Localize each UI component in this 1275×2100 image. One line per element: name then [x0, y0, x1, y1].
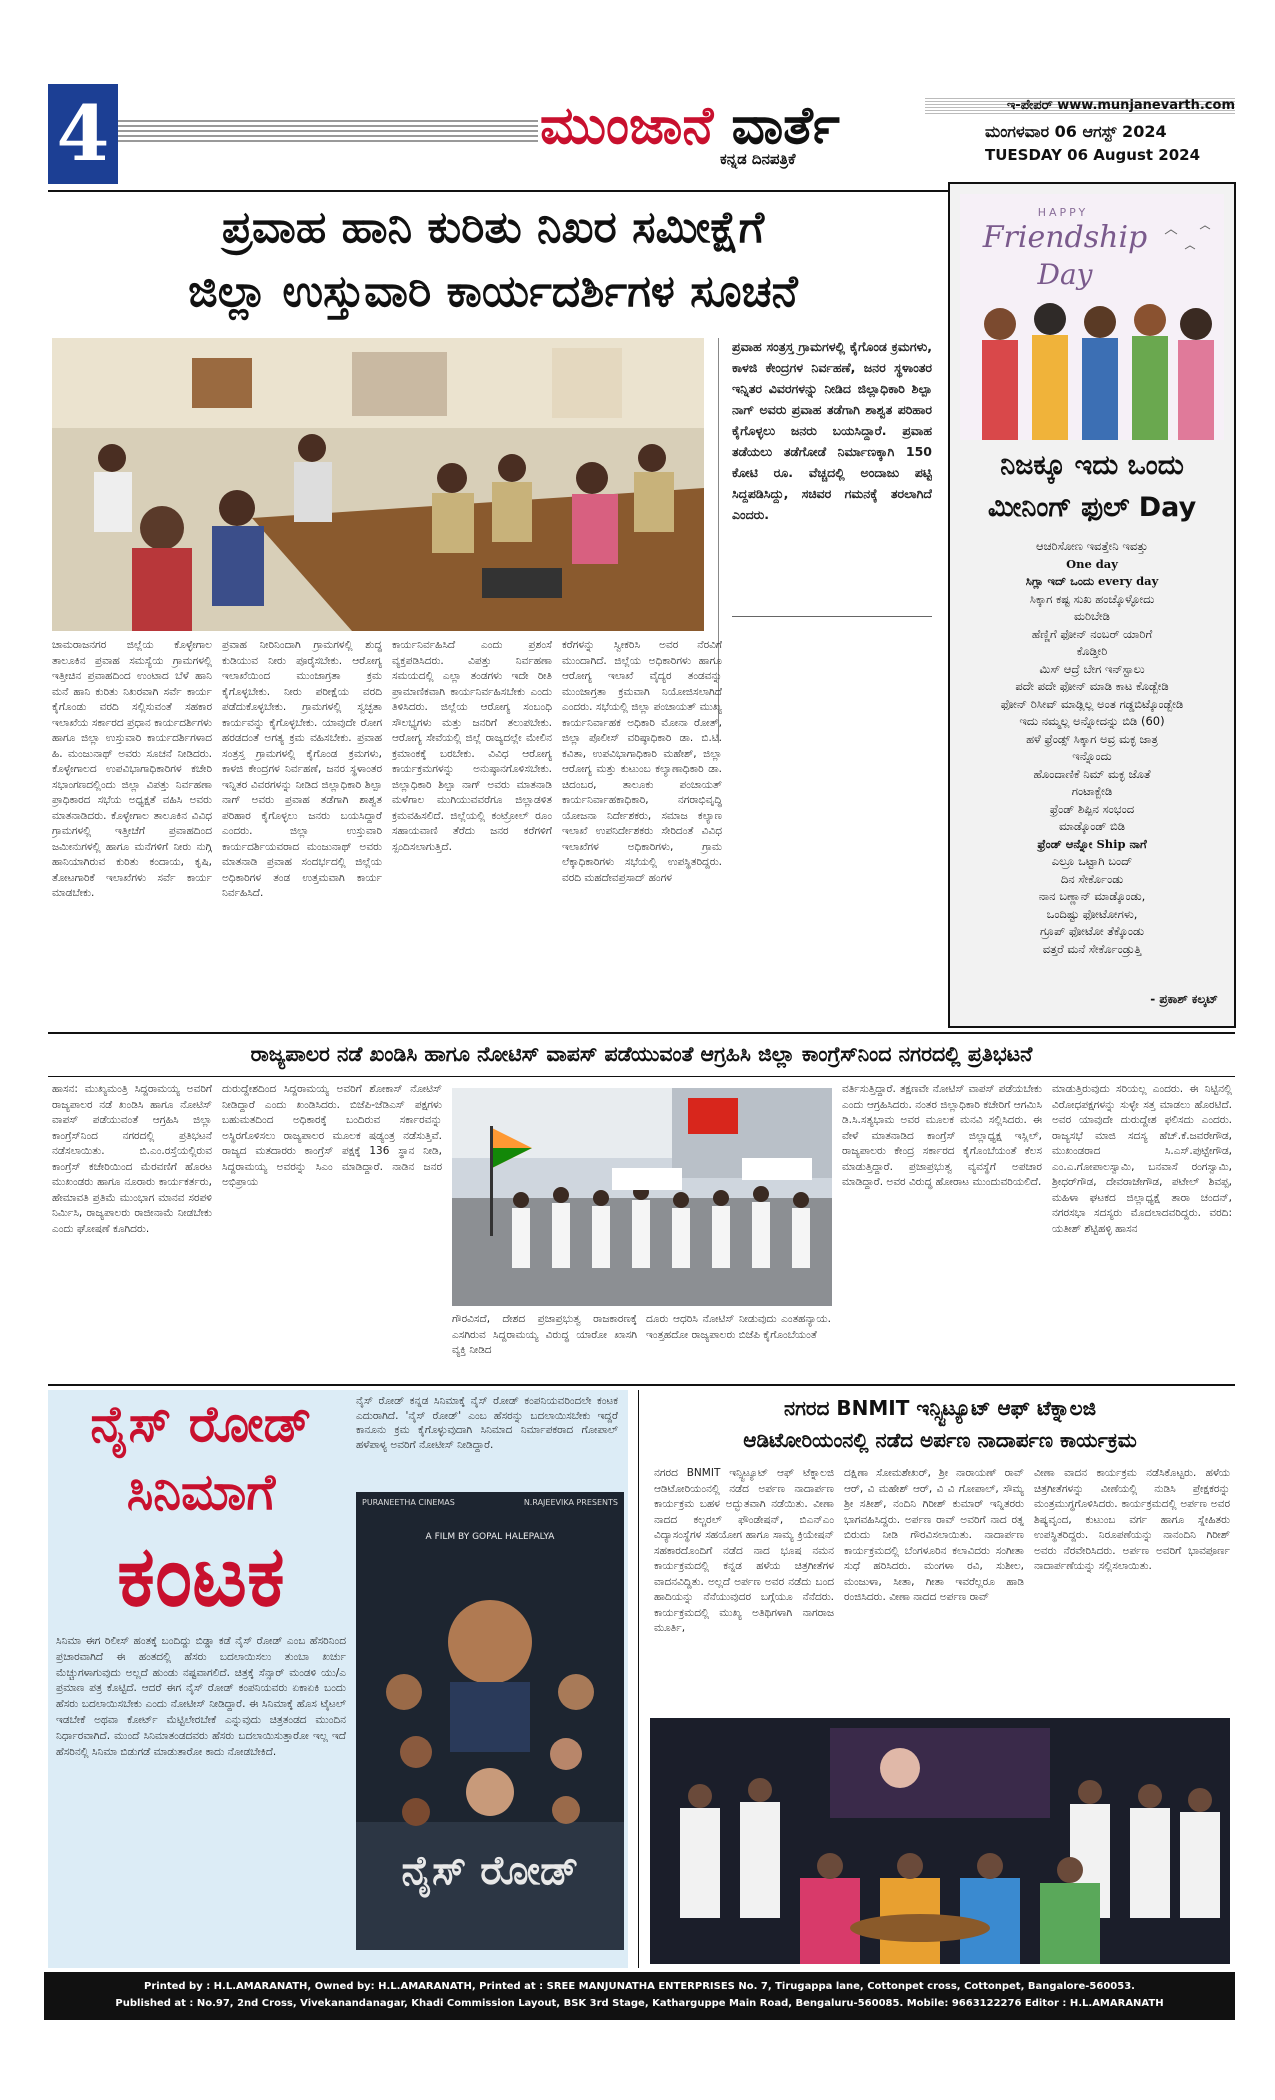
poem-line: ಮಿಸ್ ಆದ್ರೆ ಬೇಗ ಇನ್‌ಸ್ಟಾಲು [1039, 661, 1145, 676]
lead-col4: ಕರೆಗಳನ್ನು ಸ್ವೀಕರಿಸಿ ಅವರ ನೆರವಿಗೆ ಮುಂದಾಗಿದೆ. ಜಿಲ್ಲೆಯ ಅಧಿಕಾರಿಗಳು ಹಾಗೂ ಆರೋಗ್ಯ ಇಲಾಖೆ ವೈದ್ಯರ ತಂಡವನ್ನು ಮುಂಜಾಗ್ರತಾ ಕ್ರಮವಾಗಿ ನಿಯೋಜಿಸಲಾಗಿದೆ ಎಂದರು. ಸಭೆಯಲ್ಲಿ ಜಿಲ್ಲಾ ಪಂಚಾಯತ್ ಮುಖ್ಯ ಕಾರ್ಯನಿರ್ವಾಹಕ ಅಧಿಕಾರಿ ಮೋನಾ ರೋತ್, ಜಿಲ್ಲಾ ಪೊಲೀಸ್ ವರಿಷ್ಠಾಧಿಕಾರಿ ಡಾ. ಬಿ.ಟಿ. ಕವಿತಾ, ಉಪವಿಭಾಗಾಧಿಕಾರಿ ಮಹೇಶ್, ಜಿಲ್ಲಾ ಆರೋಗ್ಯ ಮತ್ತು ಕುಟುಂಬ ಕಲ್ಯಾಣಾಧಿಕಾರಿ ಡಾ. ಚಿದಂಬರ, ತಾಲೂಕು ಪಂಚಾಯತ್ ಕಾರ್ಯನಿರ್ವಾಹಕಾಧಿಕಾರಿ, ನಗರಾಭಿವೃದ್ಧಿ ಯೋಜನಾ ನಿರ್ದೇಶಕರು, ಸಮಾಜ ಕಲ್ಯಾಣ ಇಲಾಖೆ ಉಪನಿರ್ದೇಶಕರು ಸೇರಿದಂತೆ ವಿವಿಧ ಇಲಾಖೆಗಳ ಅಧಿಕಾರಿಗಳು, ಗ್ರಾಮ ಲೆಕ್ಕಾಧಿಕಾರಿಗಳು ಸಭೆಯಲ್ಲಿ ಉಪಸ್ಥಿತರಿದ್ದರು. ವರದಿ ಮಹದೇವಪ್ರಸಾದ್ ಹಂಗಳ [562, 639, 722, 884]
poem-line: ಸಿಗ್ಲಾ ಇದ್ ಒಂದು every day [1025, 574, 1159, 588]
bnmit-headline-line2: ಆಡಿಟೋರಿಯಂನಲ್ಲಿ ನಡೆದ ಅರ್ಪಣ ನಾದಾರ್ಪಣ ಕಾರ್ಯಕ್ರಮ [743, 1428, 1137, 1452]
poem-line: ದಿನ ಸೇರ್ಕೊಂಡು [1060, 871, 1124, 886]
lead-intro: ಪ್ರವಾಹ ಸಂತ್ರಸ್ತ ಗ್ರಾಮಗಳಲ್ಲಿ ಕೈಗೊಂಡ ಕ್ರಮಗಳು, ಕಾಳಜಿ ಕೇಂದ್ರಗಳ ನಿರ್ವಹಣೆ, ಜನರ ಸ್ಥಳಾಂತರ ಇನ್ನಿತರ ವಿವರಗಳನ್ನು ನೀಡಿದ ಜಿಲ್ಲಾಧಿಕಾರಿ ಶಿಲ್ಪಾ ನಾಗ್ ಅವರು ಪ್ರವಾಹ ತಡೆಗಾಗಿ ಶಾಶ್ವತ ಪರಿಹಾರ ಕೈಗೊಳ್ಳಲು ಜನರು ಬಯಸಿದ್ದಾರೆ. ಪ್ರವಾಹ ತಡೆಯಲು ತಡೆಗೋಡೆ ನಿರ್ಮಾಣಕ್ಕಾಗಿ 150 ಕೋಟಿ ರೂ. ವೆಚ್ಚದಲ್ಲಿ ಅಂದಾಜು ಪಟ್ಟಿ ಸಿದ್ದಪಡಿಸಿದ್ದು, ಸಚಿವರ ಗಮನಕ್ಕೆ ತರಲಾಗಿದೆ ಎಂದರು. [732, 339, 932, 522]
friendship-poem [960, 538, 1224, 978]
lead-headline-line1: ಪ್ರವಾಹ ಹಾನಿ ಕುರಿತು ನಿಖರ ಸಮೀಕ್ಷೆಗೆ [221, 202, 765, 253]
friendship-banner-happy: HAPPY [1037, 206, 1089, 219]
poem-line: ಇನ್ನೊಂದು [1072, 749, 1112, 763]
protest-col4: ದೂರು ಆಧರಿಸಿ ನೋಟಿಸ್ ನೀಡುವುದು ಎಂತಹನ್ಯಾಯ. ಇಂತ್ತಹದೋ ರಾಜ್ಯಪಾಲರು ಬಿಜೆಪಿ ಕೈಗೊಂಬೆಯಂತೆ [646, 1313, 831, 1341]
friendship-banner-day: Day [1037, 258, 1093, 291]
friendship-headline-line2: ಮೀನಿಂಗ್ ಫುಲ್ Day [987, 492, 1197, 523]
date-english: TUESDAY 06 August 2024 [985, 146, 1201, 164]
movie-poster [356, 1492, 624, 1950]
friendship-banner-title: Friendship [982, 220, 1148, 255]
lead-col1: ಚಾಮರಾಜನಗರ ಜಿಲ್ಲೆಯ ಕೊಳ್ಳೇಗಾಲ ತಾಲೂಕಿನ ಪ್ರವಾಹ ಸಮಸ್ಯೆಯ ಗ್ರಾಮಗಳಲ್ಲಿ ಇತ್ತೀಚಿನ ಪ್ರವಾಹದಿಂದ ಉಂಟಾದ ಬೆಳೆ ಹಾನಿ ಮನೆ ಹಾನಿ ಕುರಿತು ನಿಖರವಾಗಿ ಸರ್ವೆ ಕಾರ್ಯ ಕೈಗೊಂಡು ವರದಿ ಸಲ್ಲಿಸುವಂತೆ ಸಹಕಾರ ಇಲಾಖೆಯ ಸರ್ಕಾರದ ಪ್ರಧಾನ ಕಾರ್ಯದರ್ಶಿಗಳು ಹಾಗೂ ಜಿಲ್ಲಾ ಉಸ್ತುವಾರಿ ಕಾರ್ಯದರ್ಶಿಗಳಾದ ಹಿ. ಮಂಜುನಾಥ್ ಅವರು ಸೂಚನೆ ನೀಡಿದರು. ಕೊಳ್ಳೇಗಾಲದ ಉಪವಿಭಾಗಾಧಿಕಾರಿಗಳ ಕಚೇರಿ ಸಭಾಂಗಣದಲ್ಲಿಂದು ಜಿಲ್ಲಾ ವಿಪತ್ತು ನಿರ್ವಹಣಾ ಪ್ರಾಧಿಕಾರದ ಸಭೆಯ ಅಧ್ಯಕ್ಷತೆ ವಹಿಸಿ ಅವರು ಮಾತನಾಡಿದರು. ಕೊಳ್ಳೇಗಾಲ ತಾಲೂಕಿನ ವಿವಿಧ ಗ್ರಾಮಗಳಲ್ಲಿ ಇತ್ತೀಚೆಗೆ ಪ್ರವಾಹದಿಂದ ಜಮೀನುಗಳಲ್ಲಿ ಹಾಗೂ ಮನೆಗಳಿಗೆ ನೀರು ನುಗ್ಗಿ ಹಾನಿಯಾಗಿರುವ ಕುರಿತು ಕಂದಾಯ, ಕೃಷಿ, ತೋಟಗಾರಿಕೆ ಇಲಾಖೆಗಳು ಸರ್ವೆ ಕಾರ್ಯ ಮಾಡಬೇಕು. [52, 639, 212, 899]
protest-col6: ಮಾಡುತ್ತಿರುವುದು ಸರಿಯಲ್ಲ ಎಂದರು. ಈ ನಿಟ್ಟಿನಲ್ಲಿ ವಿರೋಧಪಕ್ಷಗಳನ್ನು ಸುಳ್ಳೇ ಸತ್ತ ಮಾಡಲು ಹೊರಟಿದೆ. ಅವರ ಯಾವುದೇ ದುರುದ್ದೇಶ ಫಲಿಸದು ಎಂದರು. ರಾಜ್ಯಸಭೆ ಮಾಜಿ ಸದಸ್ಯ ಹೆಚ್.ಕೆ.ಜವರೇಗೌಡ, ಮುಖಂಡರಾದ ಸಿ.ಎಸ್.ಪುಟ್ಟೇಗೌಡ, ಎಂ.ಎ.ಗೋಪಾಲಸ್ವಾಮಿ, ಬನವಾಸೆ ರಂಗಸ್ವಾಮಿ, ಶ್ರೀಧರ್‌ಗೌಡ, ದೇವರಾಜೇಗೌಡ, ಪಟೇಲ್ ಶಿವಪ್ಪ, ಮಹಿಳಾ ಘಟಕದ ಜಿಲ್ಲಾಧ್ಯಕ್ಷೆ ತಾರಾ ಚಂದನ್, ನಗರಸಭಾ ಸದಸ್ಯರು ಮೊದಲಾದವರಿದ್ದರು. ವರದಿ: ಯತೀಶ್ ಶೆಟ್ಟಿಹಳ್ಳಿ ಹಾಸನ [1052, 1083, 1232, 1235]
poster-top-right: N.RAJEEVIKA PRESENTS [523, 1498, 618, 1507]
poster-top-left: PURANEETHA CINEMAS [362, 1498, 455, 1507]
lead-headline-line2: ಜಿಲ್ಲಾ ಉಸ್ತುವಾರಿ ಕಾರ್ಯದರ್ಶಿಗಳ ಸೂಚನೆ [188, 266, 798, 317]
meeting-photo [52, 338, 704, 631]
footer-line2: Published at : No.97, 2nd Cross, Vivekanandanagar, Khadi Commission Layout, BSK 3rd Stage, Katharguppe Main Road, Bengaluru-560085. Mobile: 9663122276 Editor : H.L.AMARANATH [115, 1998, 1164, 2009]
poster-director: A FILM BY GOPAL HALEPALYA [425, 1532, 555, 1542]
poem-line: ಗ್ರೂಪ್ ಫೋಟೋ ತೆಕ್ಕೊಂಡು [1040, 924, 1144, 938]
protest-photo [452, 1088, 832, 1306]
poem-line: ಹೆಣ್ಣಿಗೆ ಫೋನ್ ನಂಬರ್ ಯಾರಿಗೆ [1031, 626, 1153, 641]
poem-line: One day [1066, 556, 1118, 571]
protest-col5: ವರ್ತಿಸುತ್ತಿದ್ದಾರೆ. ತಕ್ಷಣವೇ ನೋಟಿಸ್ ವಾಪಸ್ ಪಡೆಯಬೇಕು ಎಂದು ಆಗ್ರಹಿಸಿದರು. ನಂತರ ಜಿಲ್ಲಾಧಿಕಾರಿ ಕಚೇರಿಗೆ ಆಗಮಿಸಿ ಡಿ.ಸಿ.ಸತ್ಯಭಾಮ ಅವರ ಮೂಲಕ ಮನವಿ ಸಲ್ಲಿಸಿದರು. ಈ ವೇಳೆ ಮಾತನಾಡಿದ ಕಾಂಗ್ರೆಸ್ ಜಿಲ್ಲಾಧ್ಯಕ್ಷ ಇಸ್ಲಿಲ್, ರಾಜ್ಯಪಾಲರು ಕೇಂದ್ರ ಸರ್ಕಾರದ ಕೈಗೊಂಬೆಯಂತೆ ಕೆಲಸ ಮಾಡುತ್ತಿದ್ದಾರೆ. ಪ್ರಜಾಪ್ರಭುತ್ವ ವ್ಯವಸ್ಥೆಗೆ ಅಪಚಾರ ಮಾಡಿದ್ದಾರೆ. ಅವರ ವಿರುದ್ಧ ಹೋರಾಟ ಮುಂದುವರಿಯಲಿದೆ. [842, 1083, 1042, 1188]
friendship-banner [960, 194, 1224, 440]
friendship-headline-line1: ನಿಜಕ್ಕೂ ಇದು ಒಂದು [1000, 450, 1184, 481]
poem-line: ಒಂದಿಷ್ಟು ಫೋಟೋಗಳು, [1046, 906, 1138, 921]
poem-line: ಕೊಡ್ತೀರಿ [1076, 644, 1108, 658]
lead-col2: ಪ್ರವಾಹ ನೀರಿನಿಂದಾಗಿ ಗ್ರಾಮಗಳಲ್ಲಿ ಶುದ್ಧ ಕುಡಿಯುವ ನೀರು ಪೂರೈಸಬೇಕು. ಆರೋಗ್ಯ ಇಲಾಖೆಯಿಂದ ಮುಂಜಾಗ್ರತಾ ಕ್ರಮ ಕೈಗೊಳ್ಳಬೇಕು. ನೀರು ಪರೀಕ್ಷೆಯ ವರದಿ ಪಡೆದುಕೊಳ್ಳಬೇಕು. ಗ್ರಾಮಗಳಲ್ಲಿ ಸ್ವಚ್ಛತಾ ಕಾರ್ಯವನ್ನು ಕೈಗೊಳ್ಳಬೇಕು. ಯಾವುದೇ ರೋಗ ಹರಡದಂತೆ ಅಗತ್ಯ ಕ್ರಮ ವಹಿಸಬೇಕು. ಪ್ರವಾಹ ಸಂತ್ರಸ್ತ ಗ್ರಾಮಗಳಲ್ಲಿ ಕೈಗೊಂಡ ಕ್ರಮಗಳು, ಕಾಳಜಿ ಕೇಂದ್ರಗಳ ನಿರ್ವಹಣೆ, ಜನರ ಸ್ಥಳಾಂತರ ಇನ್ನಿತರ ವಿವರಗಳನ್ನು ನೀಡಿದ ಜಿಲ್ಲಾಧಿಕಾರಿ ಶಿಲ್ಪಾ ನಾಗ್ ಅವರು ಪ್ರವಾಹ ತಡೆಗಾಗಿ ಶಾಶ್ವತ ಪರಿಹಾರ ಕೈಗೊಳ್ಳಲು ಜನರು ಬಯಸಿದ್ದಾರೆ ಎಂದರು. ಜಿಲ್ಲಾ ಉಸ್ತುವಾರಿ ಕಾರ್ಯದರ್ಶಿಯವರಾದ ಮಂಜುನಾಥ್ ಅವರು ಮಾತನಾಡಿ ಪ್ರವಾಹ ಸಂದರ್ಭದಲ್ಲಿ ಜಿಲ್ಲೆಯ ಅಧಿಕಾರಿಗಳ ತಂಡ ಉತ್ತಮವಾಗಿ ಕಾರ್ಯ ನಿರ್ವಹಿಸಿದೆ. [222, 639, 382, 899]
protest-headline: ರಾಜ್ಯಪಾಲರ ನಡೆ ಖಂಡಿಸಿ ಹಾಗೂ ನೋಟಿಸ್ ವಾಪಸ್ ಪಡೆಯುವಂತೆ ಆಗ್ರಹಿಸಿ ಜಿಲ್ಲಾ ಕಾಂಗ್ರೆಸ್‌ನಿಂದ ನಗರದಲ್ಲಿ ಪ್ರತಿಭಟನೆ [250, 1042, 1033, 1066]
lead-intro-divider [732, 616, 932, 617]
masthead-title [540, 96, 900, 156]
bnmit-photo [650, 1718, 1230, 1964]
protest-top-rule [48, 1032, 1235, 1034]
movie-body: ಸಿನಿಮಾ ಈಗ ರಿಲೀಸ್ ಹಂತಕ್ಕೆ ಬಂದಿದ್ದು ಬಿಡ್ಡಾ ಕಡೆ ನೈಸ್ ರೋಡ್ ಎಂಬ ಹೆಸರಿನಿಂದ ಪ್ರಚಾರವಾಗಿದೆ ಈ ಹಂತದಲ್ಲಿ ಹೆಸರು ಬದಲಾಯಿಸಲು ತುಂಬಾ ಖರ್ಚು ಮೆಚ್ಚುಗಳಾಗುವುದು ಅಲ್ಲದೆ ಹುಂಡು ನಷ್ಟವಾಗಲಿದೆ. ಚಿತ್ರಕ್ಕೆ ಸೆನ್ಸಾರ್ ಮಂಡಳಿ ಯು/ಎ ಪ್ರಮಾಣ ಪತ್ರ ಕೊಟ್ಟಿದೆ. ಆದರೆ ಈಗ ನೈಸ್ ರೋಡ್ ಕಂಪನಿಯವರು ಏಕಾಏಕಿ ಬಂದು ಹೆಸರು ಬದಲಾಯಿಸಬೇಕು ಎಂದು ನೋಟೀಸ್ ನೀಡಿದ್ದಾರೆ. ಈ ಸಿನಿಮಾಕ್ಕೆ ಹೊಸ ಟೈಟಲ್ ಇಡಬೇಕೆ ಅಥವಾ ಕೋರ್ಟ್ ಮೆಟ್ಟಿಲೇರಬೇಕೆ ಎನ್ನುವುದು ಚಿತ್ರತಂಡದ ಮುಂದಿನ ನಿರ್ಧಾರವಾಗಿದೆ. ಮುಂದೆ ಸಿನಿಮಾತಂಡದವರು ಹೆಸರು ಬದಲಾಯಿಸುತ್ತಾರೋ ಇಲ್ಲ ಇದೆ ಹೆಸರಿನಲ್ಲಿ ಸಿನಿಮಾ ಬಿಡುಗಡೆ ಮಾಡುತಾರೋ ಕಾದು ನೋಡಬೇಕಿದೆ. [56, 1635, 346, 1758]
bottom-divider [638, 1390, 639, 1968]
movie-top-text: ನೈಸ್ ರೋಡ್ ಕನ್ನಡ ಸಿನಿಮಾಕ್ಕೆ ನೈಸ್ ರೋಡ್ ಕಂಪನಿಯವರಿಂದಲೇ ಕಂಟಕ ಎದುರಾಗಿದೆ. 'ನೈಸ್ ರೋಡ್' ಎಂಬ ಹೆಸರನ್ನು ಬದಲಾಯಿಸಬೇಕು ಇದ್ದರೆ ಕಾನೂನು ಕ್ರಮ ಕೈಗೊಳ್ಳುವುದಾಗಿ ಸಿನಿಮಾದ ನಿರ್ಮಾಪಕರಾದ ಗೋಪಾಲ್ ಹಳೆಪಾಳ್ಯ ಅವರಿಗೆ ನೋಟೀಸ್ ನೀಡಿದ್ದಾರೆ. [356, 1395, 618, 1451]
poem-line: ಫ್ರೆಂಡ್ ಶಿಪ್ಪಿನ ಸಂಭಂದ [1049, 801, 1135, 816]
poem-line: ವತ್ತರೆ ಮನೆ ಸೇರ್ಕೊಂಡ್ರುತ್ತಿ [1042, 941, 1142, 956]
footer-line1: Printed by : H.L.AMARANATH, Owned by: H.L.AMARANATH, Printed at : SREE MANJUNATHA ENTERPRISES No. 7, Tirugappa lane, Cottonpet cross, Cottonpet, Bangalore-560053. [144, 1981, 1135, 1992]
date-kannada: ಮಂಗಳವಾರ 06 ಆಗಸ್ಟ್ 2024 [985, 122, 1167, 141]
protest-col3: ಗೌರವಿಸದೆ, ದೇಶದ ಪ್ರಜಾಪ್ರಭುತ್ವ ರಾಜಕಾರಣಕ್ಕೆ ಎಸಗಿರುವ ಸಿದ್ದರಾಮಯ್ಯ ವಿರುದ್ಧ ಯಾರೋ ಖಾಸಗಿ ವ್ಯಕ್ತಿ ನೀಡಿದ [452, 1313, 637, 1356]
protest-end-rule [48, 1384, 1235, 1386]
bnmit-col3: ವೀಣಾ ವಾದನ ಕಾರ್ಯಕ್ರಮ ನಡೆಸಿಕೊಟ್ಟರು. ಹಳೆಯ ಚಿತ್ರಗೀತೆಗಳನ್ನು ವೀಣೆಯಲ್ಲಿ ನುಡಿಸಿ ಪ್ರೇಕ್ಷಕರನ್ನು ಮಂತ್ರಮುಗ್ಧಗೊಳಿಸಿದರು. ಕಾರ್ಯಕ್ರಮದಲ್ಲಿ ಅರ್ಪಣ ಅವರ ಶಿಷ್ಯವೃಂದ, ಕುಟುಂಬ ವರ್ಗ ಹಾಗೂ ಸ್ನೇಹಿತರು ಉಪಸ್ಥಿತರಿದ್ದರು. ನಿರೂಪಣೆಯನ್ನು ನಾನಂದಿನಿ ಗಿರೀಶ್ ಅವರು ನೆರವೇರಿಸಿದರು. ಅರ್ಪಣ ಅವರಿಗೆ ಭಾವಪೂರ್ಣ ನಾದಾರ್ಪಣೆಯನ್ನು ಸಲ್ಲಿಸಲಾಯಿತು. [1034, 1467, 1230, 1572]
protest-col2: ದುರುದ್ದೇಶದಿಂದ ಸಿದ್ದರಾಮಯ್ಯ ಅವರಿಗೆ ಶೋಕಾಸ್ ನೋಟಿಸ್ ನೀಡಿದ್ದಾರೆ ಎಂದು ಖಂಡಿಸಿದರು. ಬಿಜೆಪಿ-ಜೆಡಿಎಸ್ ಪಕ್ಷಗಳು ಬಹುಮತದಿಂದ ಅಧಿಕಾರಕ್ಕೆ ಬಂದಿರುವ ಸರ್ಕಾರವನ್ನು ಅಸ್ಥಿರಗೊಳಿಸಲು ರಾಜ್ಯಪಾಲರ ಮೂಲಕ ಷಡ್ಯಂತ್ರ ನಡೆಸುತ್ತಿವೆ. ರಾಜ್ಯದ ಮತದಾರರು ಕಾಂಗ್ರೆಸ್ ಪಕ್ಷಕ್ಕೆ 136 ಸ್ಥಾನ ನೀಡಿ, ಸಿದ್ದರಾಮಯ್ಯ ಅವರನ್ನು ಸಿಎಂ ಮಾಡಿದ್ದಾರೆ. ನಾಡಿನ ಜನರ ಅಭಿಪ್ರಾಯ [222, 1083, 442, 1188]
poem-line: ನಾನ ಬಣ್ಣಾನ್ ಮಾಡ್ಕೊಂಡು, [1038, 889, 1146, 903]
masthead-stripe [118, 120, 538, 142]
poem-line: ಮಾಡ್ಕೊಂಡ್ ಬಿಡಿ [1059, 819, 1125, 833]
poem-line: ಪದೇ ಪದೇ ಫೋನ್ ಮಾಡಿ ಕಾಟ ಕೊಡ್ಬೇಡಿ [1015, 679, 1169, 693]
movie-headline-line2: ಸಿನಿಮಾಗೆ [126, 1463, 276, 1521]
poem-line: ಫೋನ್ ರಿಸೀವ್ ಮಾಡ್ಲಿಲ್ಲ ಅಂತ ಗಡ್ಡಬಿಟ್ಕೊಂಡ್ಬೇಡಿ [1000, 696, 1184, 711]
friendship-byline: - ಪ್ರಕಾಶ್ ಕಲ್ಕಟ್ [1150, 992, 1218, 1006]
lead-col3: ಕಾರ್ಯನಿರ್ವಹಿಸಿದೆ ಎಂದು ಪ್ರಶಂಸೆ ವ್ಯಕ್ತಪಡಿಸಿದರು. ವಿಪತ್ತು ನಿರ್ವಹಣಾ ಸಮಯದಲ್ಲಿ ಎಲ್ಲಾ ತಂಡಗಳು ಇದೇ ರೀತಿ ಪ್ರಾಮಾಣಿಕವಾಗಿ ಕಾರ್ಯನಿರ್ವಹಿಸಬೇಕು ಎಂದು ತಿಳಿಸಿದರು. ಜಿಲ್ಲೆಯ ಆರೋಗ್ಯ ಸಂಬಂಧಿ ಸೌಲಭ್ಯಗಳು ಮತ್ತು ಜನರಿಗೆ ತಲುಪಬೇಕು. ಆರೋಗ್ಯ ಸೇವೆಯಲ್ಲಿ ಜಿಲ್ಲೆ ರಾಜ್ಯದಲ್ಲೇ ಮೇಲಿನ ಕ್ರಮಾಂಕಕ್ಕೆ ಬರಬೇಕು. ವಿವಿಧ ಆರೋಗ್ಯ ಕಾರ್ಯಕ್ರಮಗಳನ್ನು ಅನುಷ್ಠಾನಗೊಳಿಸಬೇಕು. ಜಿಲ್ಲಾಧಿಕಾರಿ ಶಿಲ್ಪಾ ನಾಗ್ ಅವರು ಮಾತನಾಡಿ ಮಳೆಗಾಲ ಮುಗಿಯುವವರೆಗೂ ಜಿಲ್ಲಾಡಳಿತ ಕ್ರಮವಹಿಸಲಿದೆ. ಜಿಲ್ಲೆಯಲ್ಲಿ ಕಂಟ್ರೋಲ್ ರೂಂ ಸಹಾಯವಾಣಿ ತೆರೆದು ಜನರ ಕರೆಗಳಿಗೆ ಸ್ಪಂದಿಸಲಾಗುತ್ತಿದೆ. [392, 639, 552, 853]
poem-line: ಫ್ರೆಂಡ್ ಆನ್ನೋ Ship ನಾಗೆ [1037, 836, 1147, 851]
poem-line: ಆಚರಿಸೋಣ ಇವತ್ತೇನಿ ಇವತ್ತು [1036, 539, 1148, 553]
movie-headline-line1: ನೈಸ್ ರೋಡ್ [90, 1395, 312, 1453]
poem-line: ಇದು ನಮ್ಮಲ್ಲ ಅನ್ನೋದನ್ನು ಬಿಡಿ (60) [1019, 714, 1165, 728]
bnmit-col2: ದಕ್ಷಿಣಾ ಸೋಮಶೇಖರ್, ಶ್ರೀ ನಾರಾಯಣ್ ರಾವ್ ಆರ್, ವಿ ಮಹೇಶ್ ಆರ್, ವಿ ವಿ ಗೋಪಾಲ್, ಸೌಮ್ಯ ಶ್ರೀ ಸತೀಶ್, ನಂದಿನಿ ಗಿರೀಶ್ ಕುಮಾರ್ ಇನ್ನಿತರರು ಭಾಗವಹಿಸಿದ್ದರು. ಅರ್ಪಣ ರಾವ್ ಅವರಿಗೆ ನಾದ ರತ್ನ ಬಿರುದು ನೀಡಿ ಗೌರವಿಸಲಾಯಿತು. ನಾದಾರ್ಪಣ ಕಾರ್ಯಕ್ರಮದಲ್ಲಿ ಬೆಂಗಳೂರಿನ ಕಲಾವಿದರು ಸಂಗೀತಾ ಸುಧೆ ಹರಿಸಿದರು. ಮಂಗಳಾ ರವಿ, ಸುಶೀಲ, ಮಂಜುಳಾ, ಸೀತಾ, ಗೀತಾ ಇವರೆಲ್ಲರೂ ಹಾಡಿ ರಂಜಿಸಿದರು. ವೀಣಾ ನಾದದ ಅರ್ಪಣ ರಾವ್ [844, 1467, 1024, 1603]
poster-title: ನೈಸ್ ರೋಡ್ [401, 1848, 579, 1894]
masthead-title-part2: ವಾರ್ತೆ [731, 96, 840, 156]
masthead-subtitle: ಕನ್ನಡ ದಿನಪತ್ರಿಕೆ [720, 150, 796, 168]
bnmit-col1: ನಗರದ BNMIT ಇನ್ಸ್ಟಿಟ್ಯೂಟ್ ಆಫ್ ಟೆಕ್ನಾಲಜಿ ಆಡಿಟೋರಿಯಂನಲ್ಲಿ ನಡೆದ ಅರ್ಪಣ ನಾದಾರ್ಪಣ ಕಾರ್ಯಕ್ರಮ ಬಹಳ ಅದ್ಭುತವಾಗಿ ನಡೆಯಿತು. ವೀಣಾ ನಾದದ ಕಲ್ಚರಲ್ ಫೌಂಡೇಷನ್, ಬಿಎನ್ಎಂ ವಿದ್ಯಾಸಂಸ್ಥೆಗಳ ಸಹಯೋಗ ಹಾಗೂ ಸಾಮ್ಯ ಕ್ರಿಯೇಷನ್ ಸಹಕಾರದೊಂದಿಗೆ ನಡೆದ ನಾದ ಭೂಷ ನಮನ ಕಾರ್ಯಕ್ರಮದಲ್ಲಿ ಕನ್ನಡ ಹಳೆಯ ಚಿತ್ರಗೀತೆಗಳ ವಾದನವಿದ್ದಿತು. ಅಲ್ಲದೆ ಅರ್ಪಣ ಅವರ ನಡೆದು ಬಂದ ಹಾದಿಯನ್ನು ನೆನೆಯುವುದರ ಬಗ್ಗೆಯೂ ನೆನೆದರು. ಕಾರ್ಯಕ್ರಮದಲ್ಲಿ ಮುಖ್ಯ ಅತಿಥಿಗಳಾಗಿ ನಾಗರಾಜ ಮೂರ್ತಿ, [654, 1467, 834, 1634]
movie-headline-line3: ಕಂಟಕ [117, 1527, 285, 1625]
protest-bottom-rule [48, 1076, 1235, 1077]
epaper-url[interactable]: ಇ-ಪೇಪರ್ www.munjanevarth.com [925, 98, 1235, 116]
footer-bar [44, 1972, 1235, 2020]
poem-line: ಸಿಕ್ಕಾಗ ಕಷ್ಟ ಸುಖ ಹಂಚ್ಕೊಳ್ಳೋದು [1029, 591, 1155, 606]
lead-col5-placeholder [732, 638, 932, 1018]
poem-line: ಹಳೆ ಫ್ರೆಂಡ್ಸ್ ಸಿಕ್ಕಾಗ ಅವ್ರ ಮಕ್ಳ ಜಾತ್ರ [1026, 731, 1158, 746]
masthead-title-part1: ಮುಂಜಾನೆ [540, 96, 714, 156]
friendship-box [948, 182, 1236, 1028]
page-number-box: 4 [48, 84, 118, 184]
poem-line: ಹೊಂದಾಣಿಕೆ ನಿಮ್ ಮಕ್ಳ ಜೊತೆ [1033, 766, 1151, 781]
protest-col1: ಹಾಸನ: ಮುಖ್ಯಮಂತ್ರಿ ಸಿದ್ದರಾಮಯ್ಯ ಅವರಿಗೆ ರಾಜ್ಯಪಾಲರ ನಡೆ ಖಂಡಿಸಿ ಹಾಗೂ ನೋಟಿಸ್ ವಾಪಸ್ ಪಡೆಯುವಂತೆ ಆಗ್ರಹಿಸಿ ಜಿಲ್ಲಾ ಕಾಂಗ್ರೆಸ್‌ನಿಂದ ನಗರದಲ್ಲಿ ಪ್ರತಿಭಟನೆ ನಡೆಸಲಾಯಿತು. ಬಿ.ಎಂ.ರಸ್ತೆಯಲ್ಲಿರುವ ಕಾಂಗ್ರೆಸ್ ಕಚೇರಿಯಿಂದ ಮೆರವಣಿಗೆ ಹೊರಟ ಮುಖಂಡರು ಹಾಗೂ ನೂರಾರು ಕಾರ್ಯಕರ್ತರು, ಹೇಮಾವತಿ ಪ್ರತಿಮೆ ಮುಂಭಾಗ ಮಾನವ ಸರಪಳಿ ನಿರ್ಮಿಸಿ, ರಾಜ್ಯಪಾಲರು ರಾಜೀನಾಮೆ ನೀಡಬೇಕು ಎಂದು ಘೋಷಣೆ ಕೂಗಿದರು. [52, 1083, 212, 1235]
poem-line: ಮರಿಬೇಡಿ [1074, 609, 1110, 623]
poem-line: ಗಂಟಾಕ್ಬೇಡಿ [1071, 784, 1113, 798]
poem-line: ಎಲ್ರೂ ಒಟ್ಟಾಗಿ ಬಂದ್ [1051, 854, 1133, 868]
bnmit-headline-line1: ನಗರದ BNMIT ಇನ್ಸ್ಟಿಟ್ಯೂಟ್ ಆಫ್ ಟೆಕ್ನಾಲಜಿ [783, 1396, 1097, 1420]
